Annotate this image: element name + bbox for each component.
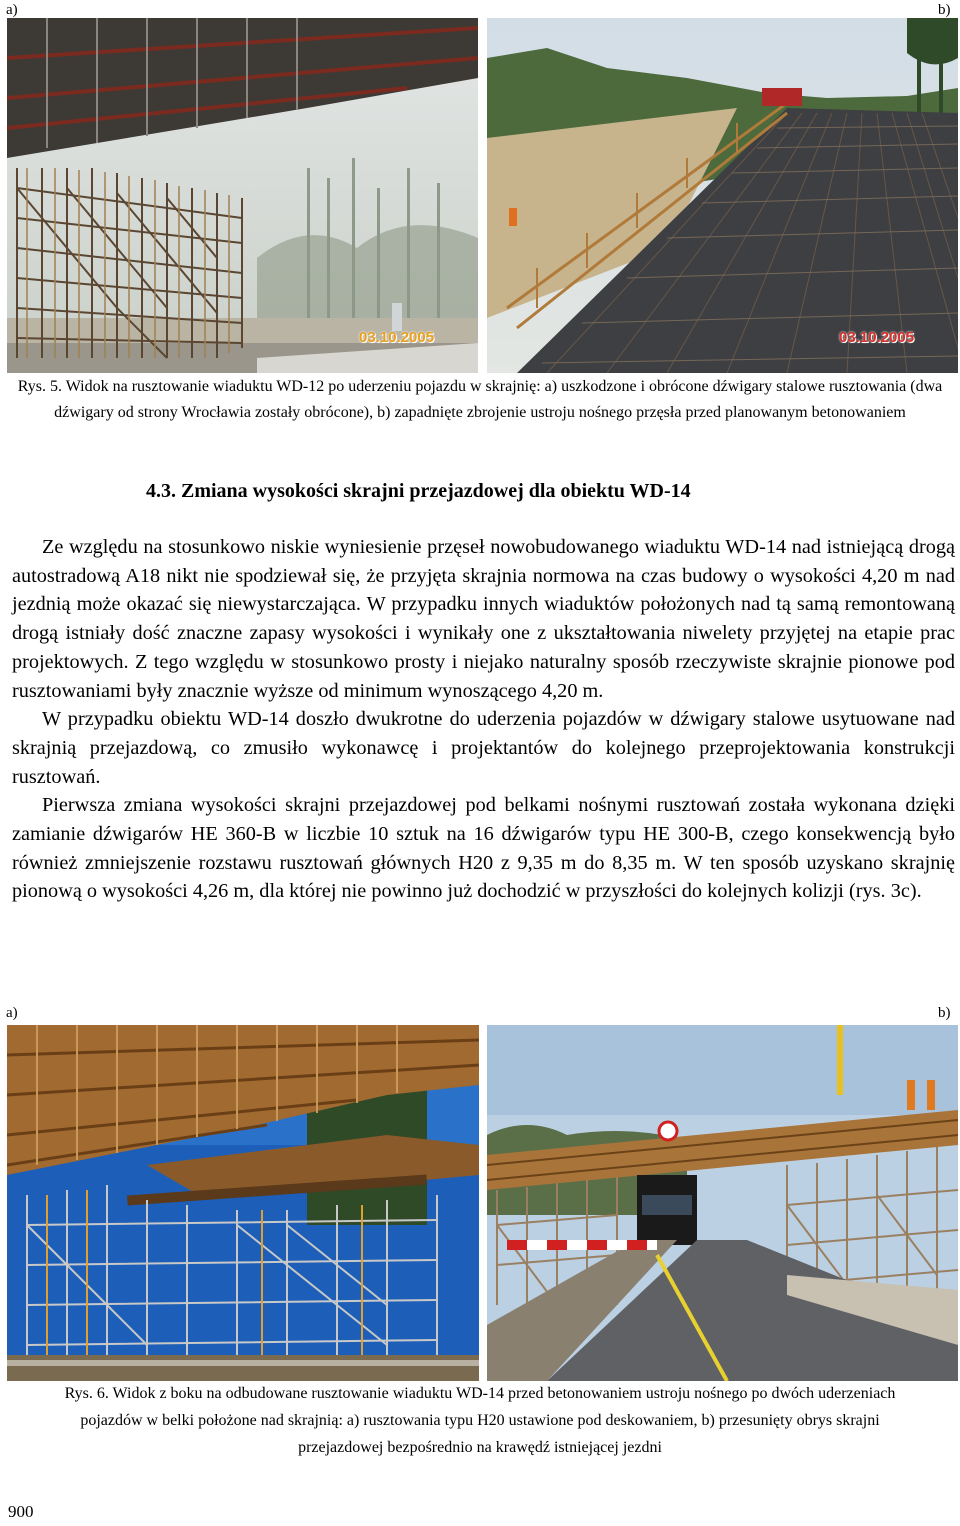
paragraph: W przypadku obiektu WD-14 doszło dwukrotne do uderzenia pojazdów w dźwigary stalowe usytuowane nad skrajnią przejazdową, co zmusiło wykonawcę i projektantów do kolejnego przeprojektowania konstrukcji rusztowań.: [12, 708, 955, 788]
fig6b-photo: [487, 1025, 958, 1381]
fig6-caption: Rys. 6. Widok z boku na odbudowane rusztowanie wiaduktu WD-14 przed betonowaniem ustroju nośnego po dwóch uderzeniach pojazdów w belki położone nad skrajnią: a) rusztowania typu H20 ustawione pod deskowaniem, b) przesunięty obrys skrajni przejazdowej bezpośrednio na krawędź istniejącej jezdni: [64, 1385, 896, 1456]
fig5a-date-stamp: 03.10.2005: [359, 329, 435, 346]
fig5-caption: Rys. 5. Widok na rusztowanie wiaduktu WD-12 po uderzeniu pojazdu w skrajnię: a) uszkodzone i obrócone dźwigary stalowe rusztowania (dwa dźwigary od strony Wrocławia zostały obrócone), b) zapadnięte zbrojenie ustroju nośnego przęsła przed planowanym betonowaniem: [17, 378, 943, 421]
fig6-label-a: a): [6, 1005, 18, 1021]
fig5-label-b: b): [938, 2, 951, 18]
fig6a-photo: [7, 1025, 479, 1381]
fig5b-photo: [487, 18, 958, 373]
fig5-label-a: a): [6, 2, 18, 18]
paragraph: Ze względu na stosunkowo niskie wyniesienie przęseł nowobudowanego wiaduktu WD-14 nad istniejącą drogą autostradową A18 nikt nie spodziewał się, że przyjęta skrajnia normowa na czas budowy o wysokości 4,20 m nad jezdnią może okazać się niewystarczająca. W przypadku innych wiaduktów położonych nad tą samą remontowaną drogą istniały dość znaczne zapasy wysokości i wynikały one z ukształtowania niwelety przyjętej na etapie prac projektowych. Z tego względu w stosunkowo prosty i niejako naturalny sposób rzeczywiste skrajnie pionowe pod rusztowaniami były znacznie wyższe od minimum wynoszącego 4,20 m.: [12, 536, 955, 702]
page-number: 900: [8, 1502, 34, 1521]
fig5b-date-stamp: 03.10.2005: [839, 329, 915, 346]
fig5a-photo: [7, 18, 478, 373]
section-heading: 4.3. Zmiana wysokości skrajni przejazdowej dla obiektu WD-14: [146, 480, 691, 502]
section-body: [12, 533, 955, 906]
paragraph: Pierwsza zmiana wysokości skrajni przejazdowej pod belkami nośnymi rusztowań została wykonana dzięki zamianie dźwigarów HE 360-B w liczbie 10 sztuk na 16 dźwigarów typu HE 300-B, czego konsekwencją było również zmniejszenie rozstawu rusztowań głównych H20 z 9,35 m do 8,35 m. W ten sposób uzyskano skrajnię pionową o wysokości 4,26 m, dla której nie powinno już dochodzić w przyszłości do kolejnych kolizji (rys. 3c).: [12, 794, 955, 903]
fig6-label-b: b): [938, 1005, 951, 1021]
